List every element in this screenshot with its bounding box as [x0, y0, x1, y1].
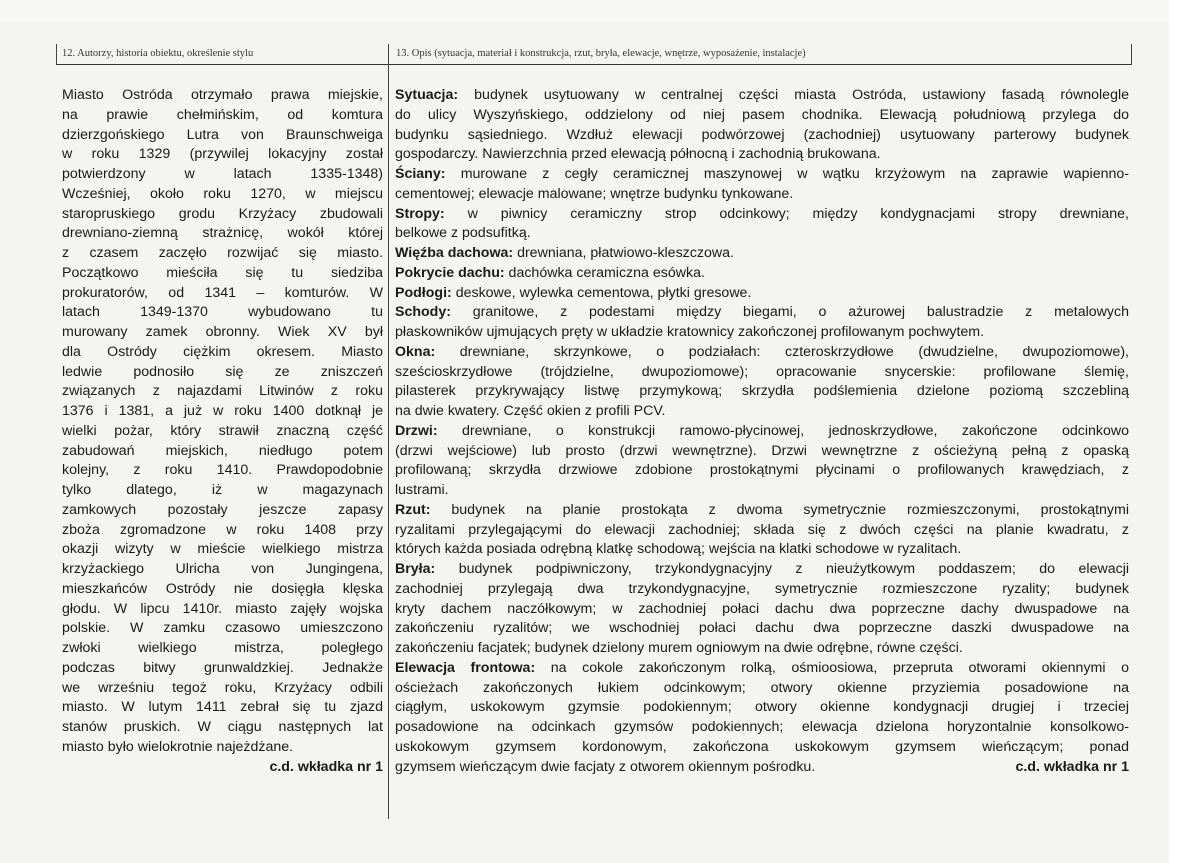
description-line-text: na cokole zakończonym rolką, ośmioosiowa, przepruta otworami okiennymi o — [535, 659, 1129, 676]
history-text-line: dla Ostródy ciężkim okresem. Miasto — [62, 343, 383, 360]
description-text-line — [395, 402, 1129, 422]
history-text-line: stanów pruskich. W ciągu następnych lat — [62, 719, 383, 735]
description-text-line — [395, 679, 1129, 699]
scan-right-margin — [1169, 0, 1199, 863]
description-section-label: Stropy: — [395, 205, 445, 222]
description-text-line — [395, 738, 1129, 758]
description-text-line — [395, 461, 1129, 481]
history-text-line: na prawie chełmińskim, od komtura — [62, 106, 383, 123]
description-line-text: granitowe, z podestami między biegami, o ażurowej balustradzie z metalowych — [450, 304, 1129, 321]
description-text-line — [395, 718, 1129, 738]
history-text-line: zabudowań miejskich, niedługo potem — [62, 442, 383, 459]
history-text-line: Początkowo mieściła się tu siedziba — [62, 264, 383, 281]
history-text-line: potwierdzony w latach 1335-1348) — [62, 166, 383, 182]
description-text-line — [395, 659, 1129, 679]
header-divider — [56, 64, 1132, 65]
description-text-line — [395, 481, 1129, 501]
description-text-line — [395, 185, 1129, 205]
description-text-line — [395, 106, 1129, 126]
history-text-line: latach 1349-1370 wybudowano tu — [62, 304, 383, 321]
history-text-line: podczas bitwy grunwaldzkiej. Jednakże — [62, 659, 383, 676]
description-text-line — [395, 698, 1129, 718]
description-line-text: sześcioskrzydłowe (trójdzielne, dwupoziomowe); opracowanie snycerskie: profilowane ślemię, — [395, 363, 1129, 380]
description-text-line — [395, 521, 1129, 541]
history-text-line: głodu. W lipcu 1410r. miasto zajęły wojska — [62, 600, 383, 617]
description-line-text: gospodarczy. Nawierzchnia przed elewacją północną i zachodnią brukowana. — [395, 146, 881, 163]
description-text-line — [395, 264, 1129, 284]
description-line-text: dachówka ceramiczna esówka. — [504, 264, 705, 281]
section-12-heading: 12. Autorzy, historia obiektu, określenie stylu — [62, 48, 254, 59]
description-section-label: Drzwi: — [395, 422, 438, 439]
description-text-line — [395, 303, 1129, 323]
description-section-label: Ściany: — [395, 166, 446, 182]
history-text-line: dzierzgońskiego Lutra von Braunschweiga — [62, 126, 383, 143]
description-text-line — [395, 382, 1129, 402]
description-line-text: profilowaną; skrzydła drzwiowe zdobione prostokątnymi płycinami o profilowanych krawędziach, z — [395, 462, 1129, 479]
description-line-text: ciągłym, uskokowym gzymsie podokiennym; otwory okienne kondygnacji drugiej i trzeciej — [395, 699, 1129, 716]
description-line-text: płaskowników ujmujących pręty w układzie kratownicy zakończonej profilowanym pochwytem. — [395, 324, 985, 340]
description-line-text: kryty dachem naczółkowym; w zachodniej połaci dachu dwa poprzeczne dachy dwuspadowe na — [395, 600, 1129, 617]
description-line-text: drewniane, o konstrukcji ramowo-płycinowej, jednoskrzydłowe, zakończone odcinkowo — [437, 422, 1129, 439]
description-line-text: budynku sąsiedniego. Wzdłuż elewacji podwórzowej (zachodniej) usytuowany parterowy budynek — [395, 126, 1129, 143]
history-text-line: 1376 i 1381, a już w roku 1400 dotknął je — [62, 403, 383, 419]
description-line-text: ryzalitami przylegającymi do elewacji zachodniej; składa się z dwóch części na planie kwadratu, z — [395, 521, 1129, 538]
history-text-line: zboża zgromadzone w roku 1408 przy — [62, 521, 383, 538]
description-section-label: Rzut: — [395, 501, 431, 518]
description-line-text: budynek na planie prostokąta z dwoma symetrycznie rozmieszczonymi, prostokątnymi — [430, 501, 1129, 518]
description-section-label: Pokrycie dachu: — [395, 264, 505, 281]
description-text-line — [395, 284, 1129, 304]
description-text-line — [395, 639, 1129, 659]
history-text-line: drewniano-ziemną strażnicę, wokół której — [62, 225, 383, 242]
history-text-line: z czasem zaczęło rozwijać się miasto. — [62, 245, 383, 261]
description-line-text: zakończeniu ryzalitów; we wschodniej połaci dachu dwa poprzeczne daszki dwuspadowe na — [395, 620, 1129, 637]
description-text-line — [395, 224, 1129, 244]
description-text-line — [395, 600, 1129, 620]
description-line-text: drewniana, płatwiowo-kleszczowa. — [513, 245, 734, 261]
history-text-line: związanych z najazdami Litwinów z roku — [62, 383, 383, 400]
description-text-column — [395, 86, 1129, 777]
description-text-line — [395, 244, 1129, 264]
description-line-text: deskowe, wylewka cementowa, płytki gresowe. — [451, 284, 752, 301]
description-text-line — [395, 580, 1129, 600]
history-text-line: mieszkańców Ostródy nie dosięgła klęska — [62, 580, 383, 597]
description-text-line — [395, 205, 1129, 225]
history-text-line: ledwie podnosiło się ze zniszczeń — [62, 363, 383, 380]
description-section-label: Więźba dachowa: — [395, 245, 514, 261]
history-text-line: w roku 1329 (przywilej lokacyjny został — [62, 146, 383, 163]
description-line-text: na dwie kwatery. Część okien z profili PCV. — [395, 403, 666, 419]
description-line-text: lustrami. — [395, 482, 449, 498]
description-section-label: Podłogi: — [395, 284, 452, 301]
description-text-line — [395, 126, 1129, 146]
section-13-heading: 13. Opis (sytuacja, materiał i konstrukcja, rzut, bryła, elewacje, wnętrze, wyposażenie, instalacje) — [396, 48, 806, 59]
header-left-border — [56, 44, 57, 65]
description-text-line — [395, 343, 1129, 363]
description-text-line — [395, 165, 1129, 185]
history-text-line: zamkowych pozostały jeszcze zapasy — [62, 501, 383, 518]
description-line-text: (drzwi wejściowe) lub prosto (drzwi wewnętrzne). Drzwi wewnętrzne z ościeżyną pełną z opaską — [395, 442, 1129, 459]
description-section-label: Sytuacja: — [395, 87, 459, 103]
description-line-text: zachodniej przylegają dwa trzykondygnacyjne, symetrycznie rozmieszczone ryzality; budynek — [395, 580, 1129, 597]
description-line-text: uskokowym gzymsem kordonowym, zakończona uskokowym gzymsem wieńczącym; ponad — [395, 738, 1129, 755]
description-line-text: ościeżach zakończonych łukiem odcinkowym; otwory okienne przyziemia posadowione na — [395, 679, 1129, 696]
history-text-line: we wrześniu tegoż roku, Krzyżacy odbili — [62, 679, 383, 696]
description-text-line — [395, 442, 1129, 462]
history-text-line: murowany zamek obronny. Wiek XV był — [62, 324, 383, 340]
description-continuation-note: c.d. wkładka nr 1 — [1015, 758, 1129, 775]
description-line-text: pilasterek przykrywający listwę przymykową; skrzydła podślemienia dzielone poziomą szczebliną — [395, 383, 1129, 400]
description-text-line — [395, 86, 1129, 106]
history-text-line: miasto było wielokrotnie najeżdżane. — [62, 738, 294, 755]
description-line-text: zakończeniu facjatek; budynek dzielony murem ogniowym na dwie odrębne, równe części. — [395, 640, 963, 656]
description-line-text: belkowe z podsufitką. — [395, 225, 531, 242]
column-divider — [388, 44, 389, 819]
description-final-line — [395, 758, 1129, 778]
history-text-line: prokuratorów, od 1341 – komturów. W — [62, 284, 383, 301]
history-text-line: zwłoki wielkiego mistrza, poległego — [62, 640, 383, 656]
description-final-text: gzymsem wieńczącym dwie facjaty z otworem okiennym pośrodku. — [395, 758, 816, 775]
history-text-line: Wcześniej, około roku 1270, w miejscu — [62, 185, 383, 202]
description-section-label: Bryła: — [395, 561, 436, 577]
history-text-line: Miasto Ostróda otrzymało prawa miejskie, — [62, 87, 383, 103]
description-section-label: Okna: — [395, 343, 436, 360]
description-line-text: posadowione na odcinkach gzymsów podokiennych; elewacja dzielona horyzontalnie konsolkowo- — [395, 719, 1129, 735]
description-text-line — [395, 323, 1129, 343]
history-text-line: tylko dlatego, iż w magazynach — [62, 482, 383, 498]
description-text-line — [395, 540, 1129, 560]
description-text-line — [395, 145, 1129, 165]
history-text-line: okazji wizyty w mieście wielkiego mistrza — [62, 541, 383, 558]
description-line-text: budynek podpiwniczony, trzykondygnacyjny z nieużytkowym poddaszem; do elewacji — [435, 561, 1129, 577]
description-line-text: do ulicy Wyszyńskiego, oddzielony od niej pasem chodnika. Elewacją południową przylega do — [395, 106, 1129, 123]
history-text-line: miasto. W lutym 1411 zebrał się tu zjazd — [62, 699, 383, 716]
description-line-text: drewniane, skrzynkowe, o podziałach: czteroskrzydłowe (dwudzielne, dwupoziomowe), — [435, 343, 1129, 360]
description-section-label: Elewacja frontowa: — [395, 659, 536, 676]
description-text-line — [395, 560, 1129, 580]
description-line-text: których każda posiada odrębną klatkę schodową; wejścia na klatki schodowe w ryzalitach. — [395, 541, 962, 558]
history-text-line: staropruskiego grodu Krzyżacy zbudowali — [62, 205, 383, 222]
scan-top-margin — [0, 0, 1199, 22]
description-text-line — [395, 422, 1129, 442]
description-section-label: Schody: — [395, 304, 451, 321]
description-line-text: cementowej; elewacje malowane; wnętrze budynku tynkowane. — [395, 185, 794, 202]
description-text-line — [395, 363, 1129, 383]
history-text-line: polskie. W zamku czasowo umieszczono — [62, 620, 383, 637]
history-text-line: wielki pożar, który strawił znaczną część — [62, 422, 383, 439]
description-text-line — [395, 501, 1129, 521]
description-line-text: w piwnicy ceramiczny strop odcinkowy; między kondygnacjami stropy drewniane, — [444, 205, 1129, 222]
history-text-line: krzyżackiego Ulricha von Jungingena, — [62, 561, 383, 577]
history-text-line: kolejny, z roku 1410. Prawdopodobnie — [62, 462, 383, 479]
description-text-line — [395, 619, 1129, 639]
history-continuation-note: c.d. wkładka nr 1 — [269, 758, 383, 775]
description-line-text: budynek usytuowany w centralnej części miasta Ostróda, ustawiony fasadą równolegle — [458, 87, 1129, 103]
history-text-column — [62, 86, 383, 777]
description-line-text: murowane z cegły ceramicznej maszynowej w wątku krzyżowym na zaprawie wapienno- — [445, 166, 1129, 182]
header-right-border — [1131, 44, 1132, 65]
